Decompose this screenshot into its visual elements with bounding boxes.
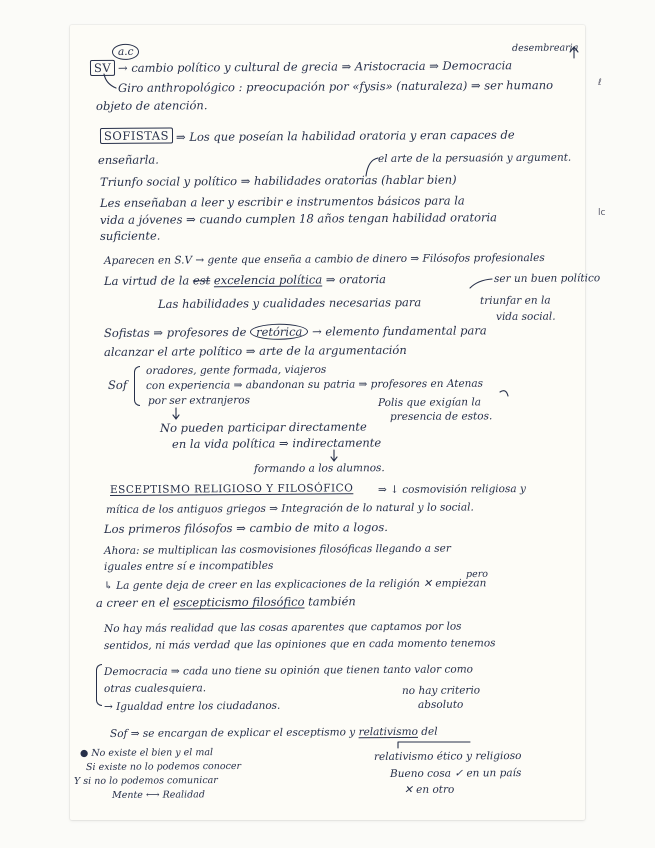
note-pero: pero: [465, 568, 489, 580]
note-vida-social: vida social.: [495, 310, 556, 323]
sof-item-3: por ser extranjeros: [147, 394, 251, 407]
esceptismo-line-4: Ahora: se multiplican las cosmovisiones filosóficas llegando a ser: [103, 542, 451, 557]
sofistas-line-5: vida a jóvenes ⇒ cuando cumplen 18 años tengan habilidad oratoria: [99, 210, 498, 227]
arrow-stroke: [104, 74, 116, 88]
retorica-circled: retórica: [250, 324, 308, 340]
sofistas-label: SOFISTAS: [100, 127, 173, 144]
arrow-stroke: [173, 408, 179, 419]
note-polis-2: presencia de estos.: [389, 410, 493, 423]
note-polis-1: Polis que exigían la: [377, 396, 482, 409]
sof-no-1: No pueden participar directamente: [159, 419, 367, 435]
line-10-a: Sofistas ⇒ profesores de: [103, 325, 247, 340]
democracia-line-2: otras cualesquiera.: [103, 682, 207, 695]
note-no-hay-1: no hay criterio: [401, 684, 481, 697]
top-right-note: desembrearia: [511, 42, 579, 54]
bullet-1: ● No existe el bien y el mal: [79, 747, 214, 759]
relativismo-note-2: Bueno cosa ✓ en un país: [389, 767, 522, 780]
note-triunfar: triunfar en la: [479, 294, 551, 307]
escepticismo-filosofico: escepticismo filosófico: [173, 594, 305, 610]
line-4-a: Sof ⇒ se encargan de explicar el esceptismo y: [109, 726, 356, 740]
esceptismo-line-2: mítica de los antiguos griegos ⇒ Integración de lo natural y lo social.: [105, 501, 474, 516]
arrow-stroke: [470, 279, 492, 288]
esceptismo-line-3: Los primeros filósofos ⇒ cambio de mito a logos.: [103, 520, 388, 536]
bullet-3: Y si no lo podemos comunicar: [73, 774, 218, 787]
arrow-stroke: [500, 391, 508, 396]
header-badge: a.c: [112, 44, 140, 60]
sofistas-line-1: ⇒ Los que poseían la habilidad oratoria y eran capaces de: [175, 127, 515, 144]
sofistas-line-6: suficiente.: [99, 228, 161, 243]
line-8-b: excelencia política: [213, 272, 323, 288]
esceptismo-line-1-tail: ⇒ ↓ cosmovisión religiosa y: [377, 482, 526, 496]
arrow-stroke: [570, 47, 578, 58]
line-8-a: La virtud de la: [103, 273, 190, 288]
relativismo-note-3: ✕ en otro: [403, 783, 455, 796]
relativismo-word: relativismo: [358, 725, 418, 739]
sof-item-1: oradores, gente formada, viajeros: [145, 363, 327, 377]
sv-line-3: objeto de atención.: [95, 98, 208, 113]
sof-no-2: en la vida política ⇒ indirectamente: [171, 435, 382, 451]
democracia-line-1: Democracia ⇒ cada uno tiene su opinión que tienen tanto valor como: [103, 663, 474, 678]
note-no-hay-2: absoluto: [417, 698, 464, 711]
line-4-c: del: [421, 725, 438, 738]
sof-label: Sof: [107, 377, 128, 392]
esceptismo-title: ESCEPTISMO RELIGIOSO Y FILOSÓFICO: [109, 482, 354, 496]
esceptismo-line-8: No hay más realidad que las cosas aparentes que captamos por los: [103, 620, 462, 635]
sofistas-line-11: alcanzar el arte político ⇒ arte de la argumentación: [103, 342, 407, 359]
bullet-2: Si existe no lo podemos conocer: [85, 760, 242, 773]
line-7-a: a creer en el: [95, 595, 170, 610]
sofistas-line-4: Les enseñaban a leer y escribir e instrumentos básicos para la: [99, 193, 465, 210]
line-8-strike: est: [192, 273, 211, 288]
democracia-line-3: → Igualdad entre los ciudadanos.: [103, 699, 281, 713]
line-7-c: también: [308, 594, 356, 609]
note-arte: el arte de la persuasión y argument.: [377, 151, 572, 165]
line-8-c: ⇒ oratoria: [325, 272, 387, 287]
sof-item-2: con experiencia ⇒ abandonan su patria ⇒ profesores en Atenas: [145, 377, 484, 392]
sofistas-line-9: Las habilidades y cualidades necesarias para: [157, 295, 422, 311]
sofistas-line-3: Triunfo social y político ⇒ habilidades oratorias (hablar bien): [99, 172, 457, 189]
sv-line-1: → cambio político y cultural de grecia ⇒ Aristocracia ⇒ Democracia: [117, 58, 513, 75]
line-10-c: → elemento fundamental para: [311, 323, 487, 339]
sof-no-3: formando a los alumnos.: [253, 462, 385, 475]
esceptismo-line-5: iguales entre sí e incompatibles: [103, 559, 274, 573]
margin-mark: ℓ: [598, 78, 602, 88]
margin-mark: lc: [598, 208, 606, 218]
esceptismo-line-9: sentidos, ni más verdad que las opiniones que en cada momento tenemos: [103, 637, 496, 652]
sv-line-2: Giro anthropológico : preocupación por «fysis» (naturaleza) ⇒ ser humano: [117, 77, 554, 95]
arrow-stroke: [398, 742, 470, 748]
bullet-1-text: No existe el bien y el mal: [91, 747, 214, 759]
arrow-stroke: [331, 450, 337, 461]
relativismo-note-1: relativismo ético y religioso: [373, 749, 522, 763]
bullet-4: Mente ⟷ Realidad: [111, 789, 205, 801]
esceptismo-line-6: ↳ La gente deja de creer en las explicaciones de la religión ✕ empiezan: [103, 577, 487, 592]
sofistas-line-2: enseñarla.: [97, 152, 159, 167]
sv-label: SV: [90, 60, 115, 76]
note-ser-politico: ser un buen político: [493, 272, 601, 285]
arrow-stroke: [366, 158, 378, 176]
sofistas-line-7: Aparecen en S.V → gente que enseña a cambio de dinero ⇒ Filósofos profesionales: [103, 251, 545, 267]
